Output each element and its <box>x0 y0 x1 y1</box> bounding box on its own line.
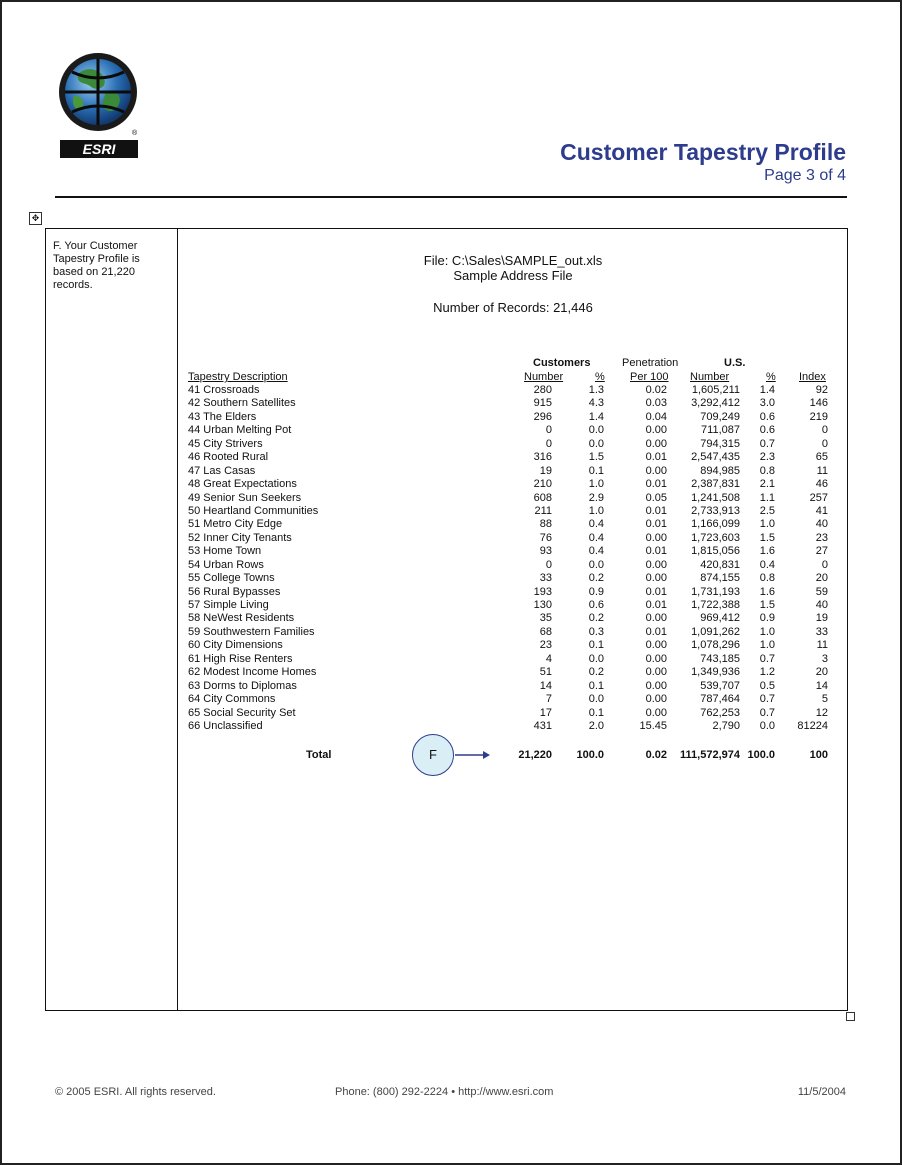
row-index: 11 <box>816 639 828 652</box>
row-us-pct: 1.5 <box>759 599 775 611</box>
row-description: 47 Las Casas <box>188 464 256 477</box>
row-index: 46 <box>815 478 828 491</box>
row-description: 63 Dorms to Diplomas <box>188 679 297 692</box>
col-header-number: Number <box>524 371 564 383</box>
row-us-number: 874,155 <box>700 572 740 585</box>
table-row <box>188 653 828 666</box>
table-row <box>188 518 828 531</box>
row-index: 23 <box>815 531 828 544</box>
row-pct: 0.9 <box>588 585 604 598</box>
row-penetration: 0.01 <box>645 504 667 517</box>
row-penetration: 0.00 <box>645 639 667 652</box>
row-penetration: 0.00 <box>645 558 667 571</box>
row-description: 57 Simple Living <box>188 599 269 611</box>
row-us-pct: 1.0 <box>759 518 775 531</box>
table-resize-handle[interactable] <box>846 1012 855 1021</box>
row-index: 0 <box>821 437 828 450</box>
row-index: 40 <box>815 599 828 611</box>
row-number: 23 <box>539 639 552 652</box>
row-us-pct: 0.8 <box>759 572 775 585</box>
row-number: 193 <box>533 585 552 598</box>
table-row <box>188 599 828 612</box>
row-pct: 0.0 <box>588 558 604 571</box>
col-header-description: Tapestry Description <box>188 371 288 383</box>
row-index: 27 <box>815 545 828 558</box>
table-row <box>188 572 828 585</box>
table-move-handle[interactable]: ✥ <box>29 212 42 225</box>
row-penetration: 0.03 <box>645 397 667 410</box>
row-pct: 0.0 <box>588 693 604 706</box>
row-index: 219 <box>809 410 828 423</box>
row-us-pct: 1.5 <box>759 531 775 544</box>
row-penetration: 0.00 <box>645 679 667 692</box>
row-pct: 0.6 <box>588 599 604 611</box>
row-description: 49 Senior Sun Seekers <box>188 491 302 504</box>
table-row <box>188 492 828 505</box>
note-text: F. Your Customer Tapestry Profile is based on 21,220 records. <box>53 240 140 291</box>
row-penetration: 0.01 <box>645 451 667 464</box>
row-number: 51 <box>539 666 552 679</box>
row-number: 280 <box>533 384 552 396</box>
row-index: 0 <box>821 558 828 571</box>
row-description: 50 Heartland Communities <box>188 504 319 517</box>
row-pct: 0.1 <box>588 706 604 719</box>
footer-contact: Phone: (800) 292-2224 • http://www.esri.com <box>335 1086 554 1098</box>
row-penetration: 0.00 <box>645 612 667 625</box>
row-us-pct: 1.6 <box>759 585 775 598</box>
row-description: 61 High Rise Renters <box>188 652 293 665</box>
row-description: 55 College Towns <box>188 572 275 585</box>
row-pct: 0.4 <box>588 531 604 544</box>
row-number: 68 <box>539 625 552 638</box>
row-description: 60 City Dimensions <box>188 639 283 652</box>
row-number: 211 <box>534 504 552 517</box>
row-us-number: 2,387,831 <box>691 478 740 491</box>
record-count: Number of Records: 21,446 <box>433 300 593 315</box>
row-pct: 1.3 <box>588 384 604 396</box>
row-us-pct: 1.2 <box>759 666 775 679</box>
row-pct: 0.3 <box>588 625 604 638</box>
row-pct: 1.0 <box>588 478 604 491</box>
row-us-pct: 1.1 <box>759 491 775 504</box>
row-penetration: 0.04 <box>645 410 667 423</box>
row-us-pct: 0.0 <box>759 719 775 732</box>
row-penetration: 0.00 <box>645 693 667 706</box>
total-pct: 100.0 <box>576 749 604 761</box>
row-number: 93 <box>539 545 552 558</box>
row-description: 62 Modest Income Homes <box>188 666 317 679</box>
row-penetration: 0.00 <box>645 531 667 544</box>
row-index: 0 <box>821 424 828 437</box>
total-us-number: 111,572,974 <box>680 749 740 761</box>
table-row <box>188 680 828 693</box>
row-us-pct: 1.0 <box>759 625 775 638</box>
table-row <box>188 720 828 733</box>
row-description: 48 Great Expectations <box>188 478 297 491</box>
row-description: 43 The Elders <box>188 410 257 423</box>
row-pct: 0.2 <box>588 666 604 679</box>
row-number: 210 <box>533 478 552 491</box>
row-us-pct: 0.4 <box>759 558 775 571</box>
row-index: 33 <box>815 625 828 638</box>
row-description: 52 Inner City Tenants <box>188 531 292 544</box>
table-row <box>188 438 828 451</box>
col-header-us-pct: % <box>766 371 776 383</box>
row-index: 65 <box>815 451 828 464</box>
row-description: 42 Southern Satellites <box>188 397 296 410</box>
table-row <box>188 384 828 397</box>
row-us-number: 743,185 <box>700 652 740 665</box>
row-index: 92 <box>815 384 828 396</box>
row-penetration: 0.02 <box>645 384 667 396</box>
col-header-index: Index <box>799 371 826 383</box>
row-index: 81224 <box>797 719 828 732</box>
row-us-number: 794,315 <box>700 437 740 450</box>
table-row <box>188 626 828 639</box>
row-number: 0 <box>545 424 552 437</box>
row-index: 11 <box>816 464 828 477</box>
table-row <box>188 451 828 464</box>
row-description: 56 Rural Bypasses <box>188 585 281 598</box>
row-description: 45 City Strivers <box>188 437 263 450</box>
row-penetration: 0.01 <box>645 545 667 558</box>
footer-date: 11/5/2004 <box>797 1086 846 1098</box>
row-penetration: 0.00 <box>645 437 667 450</box>
row-us-number: 1,241,508 <box>691 491 740 504</box>
row-us-pct: 0.6 <box>759 410 775 423</box>
customers-header: Customers <box>533 357 591 369</box>
row-us-pct: 0.7 <box>759 693 775 706</box>
page-title: Customer Tapestry Profile <box>560 139 846 165</box>
table-row <box>188 612 828 625</box>
total-index: 100 <box>809 749 828 761</box>
tapestry-table-body <box>188 384 828 733</box>
row-penetration: 0.00 <box>645 424 667 437</box>
row-us-pct: 0.7 <box>759 652 775 665</box>
row-penetration: 0.05 <box>645 491 667 504</box>
row-pct: 1.0 <box>588 504 604 517</box>
penetration-header: Penetration <box>622 357 679 369</box>
row-us-number: 709,249 <box>700 410 740 423</box>
row-number: 915 <box>533 397 552 410</box>
row-penetration: 0.00 <box>645 464 667 477</box>
row-us-pct: 0.7 <box>759 437 775 450</box>
esri-logo <box>56 52 142 160</box>
row-us-number: 1,166,099 <box>691 518 740 531</box>
table-row <box>188 465 828 478</box>
table-row <box>188 478 828 491</box>
row-pct: 0.4 <box>588 545 604 558</box>
row-index: 41 <box>815 504 828 517</box>
row-penetration: 0.00 <box>645 652 667 665</box>
note-column <box>45 228 178 1011</box>
row-penetration: 15.45 <box>639 719 667 732</box>
row-number: 130 <box>533 599 552 611</box>
page-number: Page 3 of 4 <box>764 167 846 184</box>
header-divider <box>55 196 847 198</box>
row-us-number: 420,831 <box>700 558 740 571</box>
row-index: 59 <box>815 585 828 598</box>
row-number: 14 <box>539 679 552 692</box>
row-pct: 0.1 <box>588 639 604 652</box>
row-number: 76 <box>539 531 552 544</box>
row-us-number: 1,078,296 <box>691 639 740 652</box>
row-us-pct: 2.1 <box>759 478 775 491</box>
row-description: 54 Urban Rows <box>188 558 264 571</box>
total-row <box>188 749 828 763</box>
row-number: 33 <box>539 572 552 585</box>
row-us-number: 1,815,056 <box>691 545 740 558</box>
row-pct: 1.4 <box>588 410 604 423</box>
col-header-us-number: Number <box>690 371 730 383</box>
row-us-number: 762,253 <box>700 706 740 719</box>
row-pct: 2.9 <box>588 491 604 504</box>
row-penetration: 0.00 <box>645 706 667 719</box>
total-number: 21,220 <box>518 749 552 761</box>
row-number: 88 <box>539 518 552 531</box>
table-row <box>188 559 828 572</box>
table-row <box>188 532 828 545</box>
row-us-number: 539,707 <box>700 679 740 692</box>
row-us-number: 3,292,412 <box>691 397 740 410</box>
row-penetration: 0.00 <box>645 666 667 679</box>
row-us-number: 1,723,603 <box>691 531 740 544</box>
row-us-number: 2,547,435 <box>691 451 740 464</box>
row-pct: 0.2 <box>588 612 604 625</box>
table-row <box>188 505 828 518</box>
row-number: 431 <box>533 719 552 732</box>
total-label: Total <box>306 749 332 761</box>
table-row <box>188 586 828 599</box>
row-description: 59 Southwestern Families <box>188 625 315 638</box>
table-row <box>188 397 828 410</box>
row-number: 35 <box>539 612 552 625</box>
row-us-number: 1,722,388 <box>691 599 740 611</box>
row-pct: 0.1 <box>588 464 604 477</box>
row-pct: 0.0 <box>588 437 604 450</box>
row-description: 41 Crossroads <box>188 384 260 396</box>
row-description: 53 Home Town <box>188 545 262 558</box>
row-index: 5 <box>821 693 828 706</box>
row-penetration: 0.01 <box>645 585 667 598</box>
file-path: File: C:\Sales\SAMPLE_out.xls <box>423 253 603 268</box>
row-pct: 0.2 <box>588 572 604 585</box>
row-us-number: 2,733,913 <box>691 504 740 517</box>
table-row <box>188 639 828 652</box>
row-index: 19 <box>815 612 828 625</box>
row-us-number: 894,985 <box>700 464 740 477</box>
row-index: 14 <box>815 679 828 692</box>
col-header-pct: % <box>595 371 605 383</box>
row-pct: 0.0 <box>588 424 604 437</box>
callout-marker: F <box>412 734 454 776</box>
row-us-number: 1,091,262 <box>691 625 740 638</box>
row-us-pct: 0.5 <box>759 679 775 692</box>
row-us-number: 711,087 <box>701 424 740 437</box>
row-penetration: 0.01 <box>645 599 667 611</box>
row-us-pct: 0.8 <box>759 464 775 477</box>
row-penetration: 0.01 <box>645 518 667 531</box>
total-penetration: 0.02 <box>645 749 667 761</box>
callout-arrow-icon <box>455 750 491 760</box>
row-us-pct: 1.0 <box>759 639 775 652</box>
row-pct: 0.4 <box>588 518 604 531</box>
row-us-number: 787,464 <box>700 693 740 706</box>
col-header-per100: Per 100 <box>630 371 669 383</box>
row-index: 3 <box>821 652 828 665</box>
svg-text:®: ® <box>132 130 138 137</box>
row-number: 19 <box>539 464 552 477</box>
row-us-number: 1,731,193 <box>691 585 740 598</box>
total-us-pct: 100.0 <box>747 749 775 761</box>
row-description: 44 Urban Melting Pot <box>188 424 292 437</box>
row-index: 257 <box>809 491 828 504</box>
row-index: 20 <box>815 572 828 585</box>
table-row <box>188 707 828 720</box>
row-us-pct: 3.0 <box>759 397 775 410</box>
row-penetration: 0.00 <box>645 572 667 585</box>
row-number: 316 <box>533 451 552 464</box>
row-number: 17 <box>539 706 552 719</box>
row-number: 296 <box>533 410 552 423</box>
file-description: Sample Address File <box>453 268 573 283</box>
row-us-number: 1,605,211 <box>691 384 740 396</box>
row-description: 46 Rooted Rural <box>188 451 269 464</box>
row-pct: 0.0 <box>588 652 604 665</box>
row-us-pct: 0.6 <box>759 424 775 437</box>
row-us-number: 2,790 <box>712 719 740 732</box>
row-us-pct: 1.6 <box>759 545 775 558</box>
row-pct: 2.0 <box>588 719 604 732</box>
row-us-pct: 2.3 <box>759 451 775 464</box>
row-description: 65 Social Security Set <box>188 706 296 719</box>
row-pct: 0.1 <box>588 679 604 692</box>
footer-copyright: © 2005 ESRI. All rights reserved. <box>55 1086 216 1098</box>
row-pct: 4.3 <box>588 397 604 410</box>
row-us-pct: 1.4 <box>759 384 775 396</box>
us-header: U.S. <box>724 357 746 369</box>
table-row <box>188 693 828 706</box>
row-us-pct: 2.5 <box>759 504 775 517</box>
row-penetration: 0.01 <box>645 478 667 491</box>
table-row <box>188 411 828 424</box>
row-index: 20 <box>815 666 828 679</box>
table-row <box>188 545 828 558</box>
row-us-pct: 0.7 <box>759 706 775 719</box>
row-number: 7 <box>545 693 552 706</box>
row-us-number: 969,412 <box>700 612 740 625</box>
row-index: 40 <box>815 518 828 531</box>
row-penetration: 0.01 <box>645 625 667 638</box>
row-index: 146 <box>809 397 828 410</box>
row-number: 608 <box>533 491 552 504</box>
row-us-number: 1,349,936 <box>691 666 740 679</box>
row-description: 66 Unclassified <box>188 719 263 732</box>
row-number: 0 <box>545 558 552 571</box>
row-description: 51 Metro City Edge <box>188 518 283 531</box>
row-number: 4 <box>545 652 552 665</box>
logo-text: ESRI <box>82 141 116 157</box>
row-description: 58 NeWest Residents <box>188 612 295 625</box>
row-description: 64 City Commons <box>188 693 276 706</box>
table-row <box>188 424 828 437</box>
row-index: 12 <box>815 706 828 719</box>
row-number: 0 <box>545 437 552 450</box>
row-us-pct: 0.9 <box>759 612 775 625</box>
table-row <box>188 666 828 679</box>
row-pct: 1.5 <box>588 451 604 464</box>
